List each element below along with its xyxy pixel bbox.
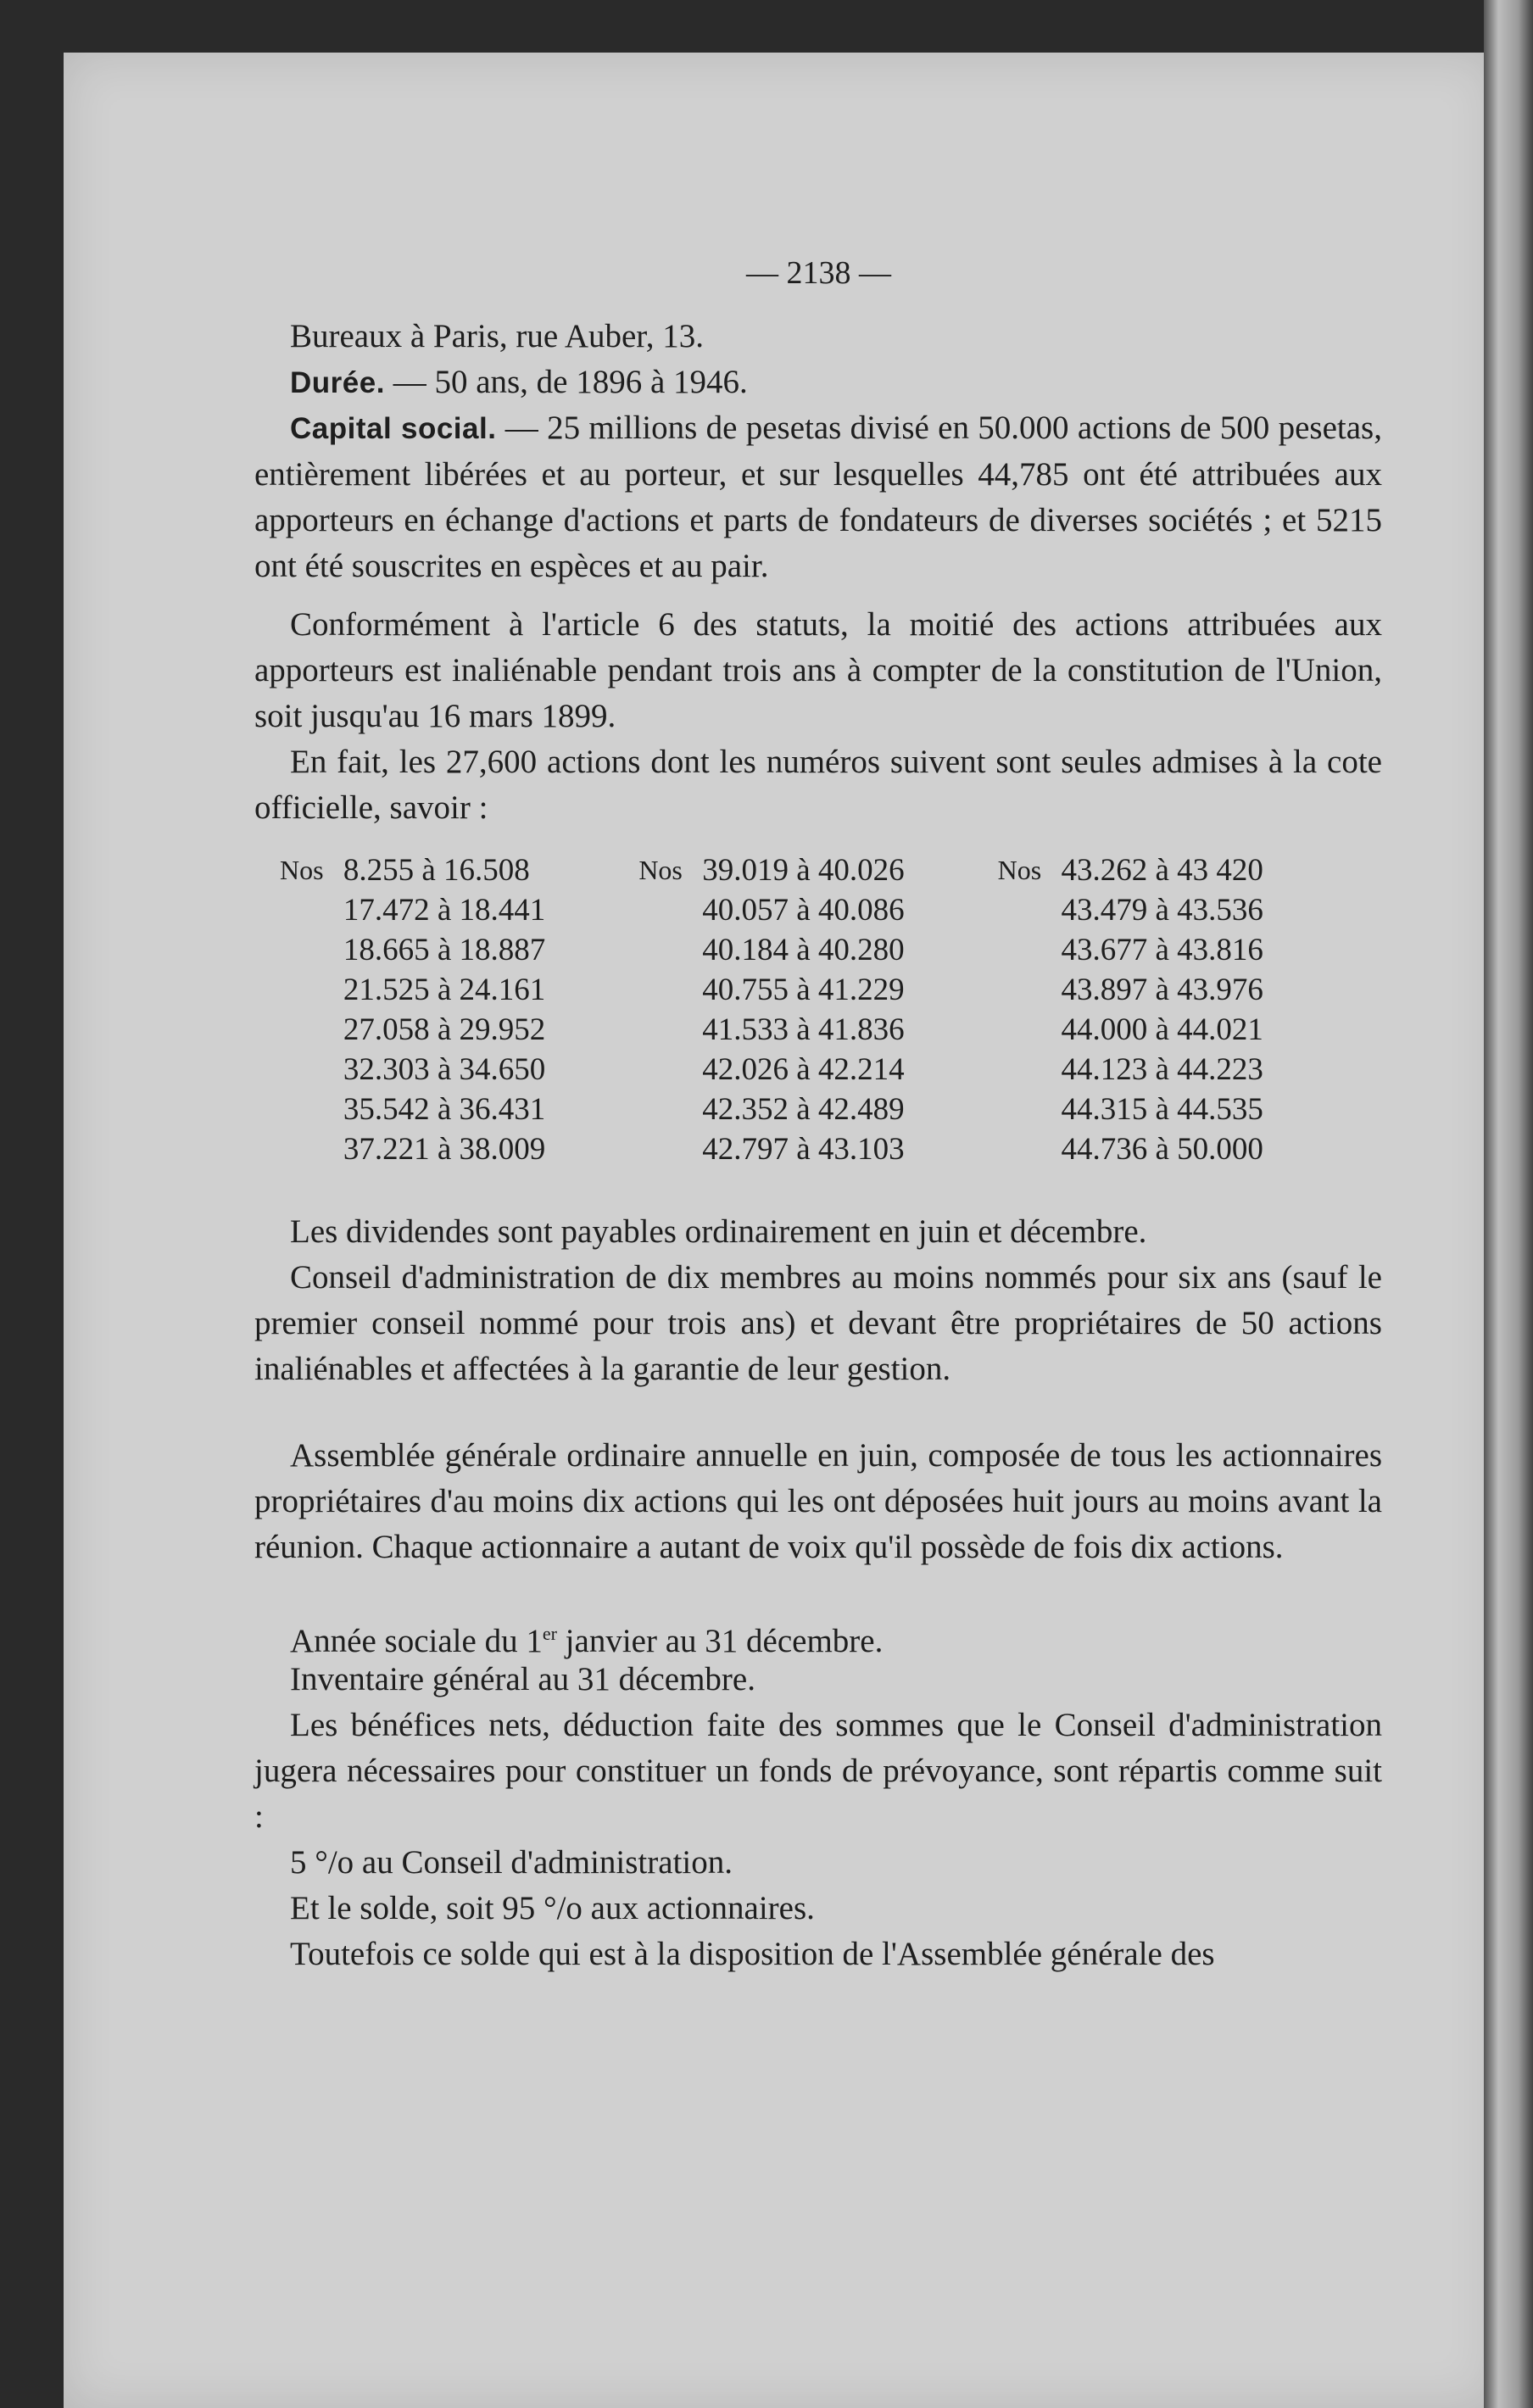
para-en-fait: En fait, les 27,600 actions dont les numéros suivent sont seules admises à la cote officielle, savoir : — [254, 744, 1382, 826]
duree-text: — 50 ans, de 1896 à 1946. — [384, 364, 748, 400]
annee-superscript: er — [542, 1623, 557, 1644]
numbers-label-spacer — [638, 890, 702, 930]
para-toutefois: Toutefois ce solde qui est à la disposition de l'Assemblée générale des — [290, 1936, 1215, 1972]
share-range: 44.736 à 50.000 — [1061, 1132, 1263, 1167]
numbers-label: Nos — [997, 855, 1042, 885]
share-range: 42.797 à 43.103 — [702, 1132, 905, 1167]
numbers-label-spacer — [280, 1129, 343, 1169]
share-row — [280, 1090, 1357, 1129]
numbers-label-spacer — [280, 930, 343, 970]
para-capital-social — [254, 405, 1382, 589]
para-bureaux: Bureaux à Paris, rue Auber, 13. — [290, 318, 704, 354]
para-inventaire: Inventaire général au 31 décembre. — [290, 1661, 755, 1697]
share-range: 42.352 à 42.489 — [702, 1092, 905, 1127]
share-range: 39.019 à 40.026 — [702, 853, 905, 888]
share-range: 40.184 à 40.280 — [702, 933, 905, 967]
share-range: 43.262 à 43 420 — [1061, 853, 1263, 888]
share-range: 27.058 à 29.952 — [343, 1012, 546, 1047]
duree-heading: Durée. — [290, 366, 385, 399]
share-range: 35.542 à 36.431 — [343, 1092, 546, 1127]
share-row — [280, 930, 1357, 970]
capital-heading: Capital social. — [290, 412, 497, 445]
share-row — [280, 850, 1357, 890]
annee-text-start: Année sociale du 1 — [290, 1623, 543, 1659]
numbers-label-spacer — [280, 970, 343, 1010]
numbers-label-spacer — [998, 890, 1062, 930]
share-range: 18.665 à 18.887 — [343, 933, 546, 967]
para-conformement: Conformément à l'article 6 des statuts, la moitié des actions attribuées aux apporteurs est inaliénable pendant trois ans à compter de la constitution de l'Union, soit jusqu'au 16 mars 1899. — [254, 606, 1382, 734]
capital-text: — 25 millions de pesetas divisé en 50.000 actions de 500 pesetas, entièrement libérées et au porteur, et sur lesquelles 44,785 ont été attribuées aux apporteurs en échange d'actions et parts de fondateurs de diverses sociétés ; et 5215 ont été souscrites en espèces et au pair. — [254, 410, 1382, 584]
para-conseil: Conseil d'administration de dix membres au moins nommés pour six ans (sauf le premier conseil nommé pour trois ans) et devant être propriétaires de 50 actions inaliénables et affectées à la garantie de leur gestion. — [254, 1259, 1382, 1387]
share-row — [280, 890, 1357, 930]
share-range: 8.255 à 16.508 — [343, 853, 530, 888]
para-dividendes: Les dividendes sont payables ordinairement en juin et décembre. — [290, 1213, 1147, 1250]
numbers-label-spacer — [638, 1090, 702, 1129]
share-row — [280, 1050, 1357, 1090]
share-row — [280, 1010, 1357, 1050]
share-range: 43.897 à 43.976 — [1061, 973, 1263, 1007]
numbers-label-spacer — [998, 1050, 1062, 1090]
numbers-label-spacer — [638, 970, 702, 1010]
annee-text-end: janvier au 31 décembre. — [556, 1623, 884, 1659]
numbers-label: Nos — [638, 855, 683, 885]
share-range: 21.525 à 24.161 — [343, 973, 546, 1007]
numbers-label-spacer — [998, 970, 1062, 1010]
share-range: 44.123 à 44.223 — [1061, 1052, 1263, 1087]
numbers-label-spacer — [998, 1129, 1062, 1169]
share-numbers-table — [280, 850, 1357, 1169]
share-range: 44.000 à 44.021 — [1061, 1012, 1263, 1047]
share-range: 42.026 à 42.214 — [702, 1052, 905, 1087]
numbers-label-spacer — [998, 930, 1062, 970]
numbers-label-spacer — [638, 1010, 702, 1050]
share-range: 43.677 à 43.816 — [1061, 933, 1263, 967]
numbers-label-spacer — [638, 930, 702, 970]
para-assemblee: Assemblée générale ordinaire annuelle en juin, composée de tous les actionnaires propriétaires d'au moins dix actions qui les ont déposées huit jours au moins avant la réunion. Chaque actionnaire a autant de voix qu'il possède de fois dix actions. — [254, 1437, 1382, 1565]
share-range: 44.315 à 44.535 — [1061, 1092, 1263, 1127]
share-range: 17.472 à 18.441 — [343, 893, 546, 928]
para-benefices: Les bénéfices nets, déduction faite des sommes que le Conseil d'administration jugera nécessaires pour constituer un fonds de prévoyance, sont répartis comme suit : — [254, 1707, 1382, 1835]
numbers-label: Nos — [280, 855, 324, 885]
numbers-label-spacer — [638, 1050, 702, 1090]
share-range: 32.303 à 34.650 — [343, 1052, 546, 1087]
share-range: 40.057 à 40.086 — [702, 893, 905, 928]
numbers-label-spacer — [638, 1129, 702, 1169]
numbers-label-spacer — [280, 890, 343, 930]
para-duree — [254, 360, 1382, 406]
share-range: 43.479 à 43.536 — [1061, 893, 1263, 928]
share-range: 41.533 à 41.836 — [702, 1012, 905, 1047]
para-solde: Et le solde, soit 95 °/o aux actionnaires. — [290, 1890, 815, 1926]
share-row — [280, 1129, 1357, 1169]
numbers-label-spacer — [998, 1090, 1062, 1129]
numbers-label-spacer — [280, 1050, 343, 1090]
share-range: 37.221 à 38.009 — [343, 1132, 546, 1167]
share-range: 40.755 à 41.229 — [702, 973, 905, 1007]
page-number: — 2138 — — [746, 255, 891, 291]
numbers-label-spacer — [280, 1010, 343, 1050]
numbers-label-spacer — [280, 1090, 343, 1129]
numbers-label-spacer — [998, 1010, 1062, 1050]
share-row — [280, 970, 1357, 1010]
para-cinq-pourcent: 5 °/o au Conseil d'administration. — [290, 1844, 733, 1881]
